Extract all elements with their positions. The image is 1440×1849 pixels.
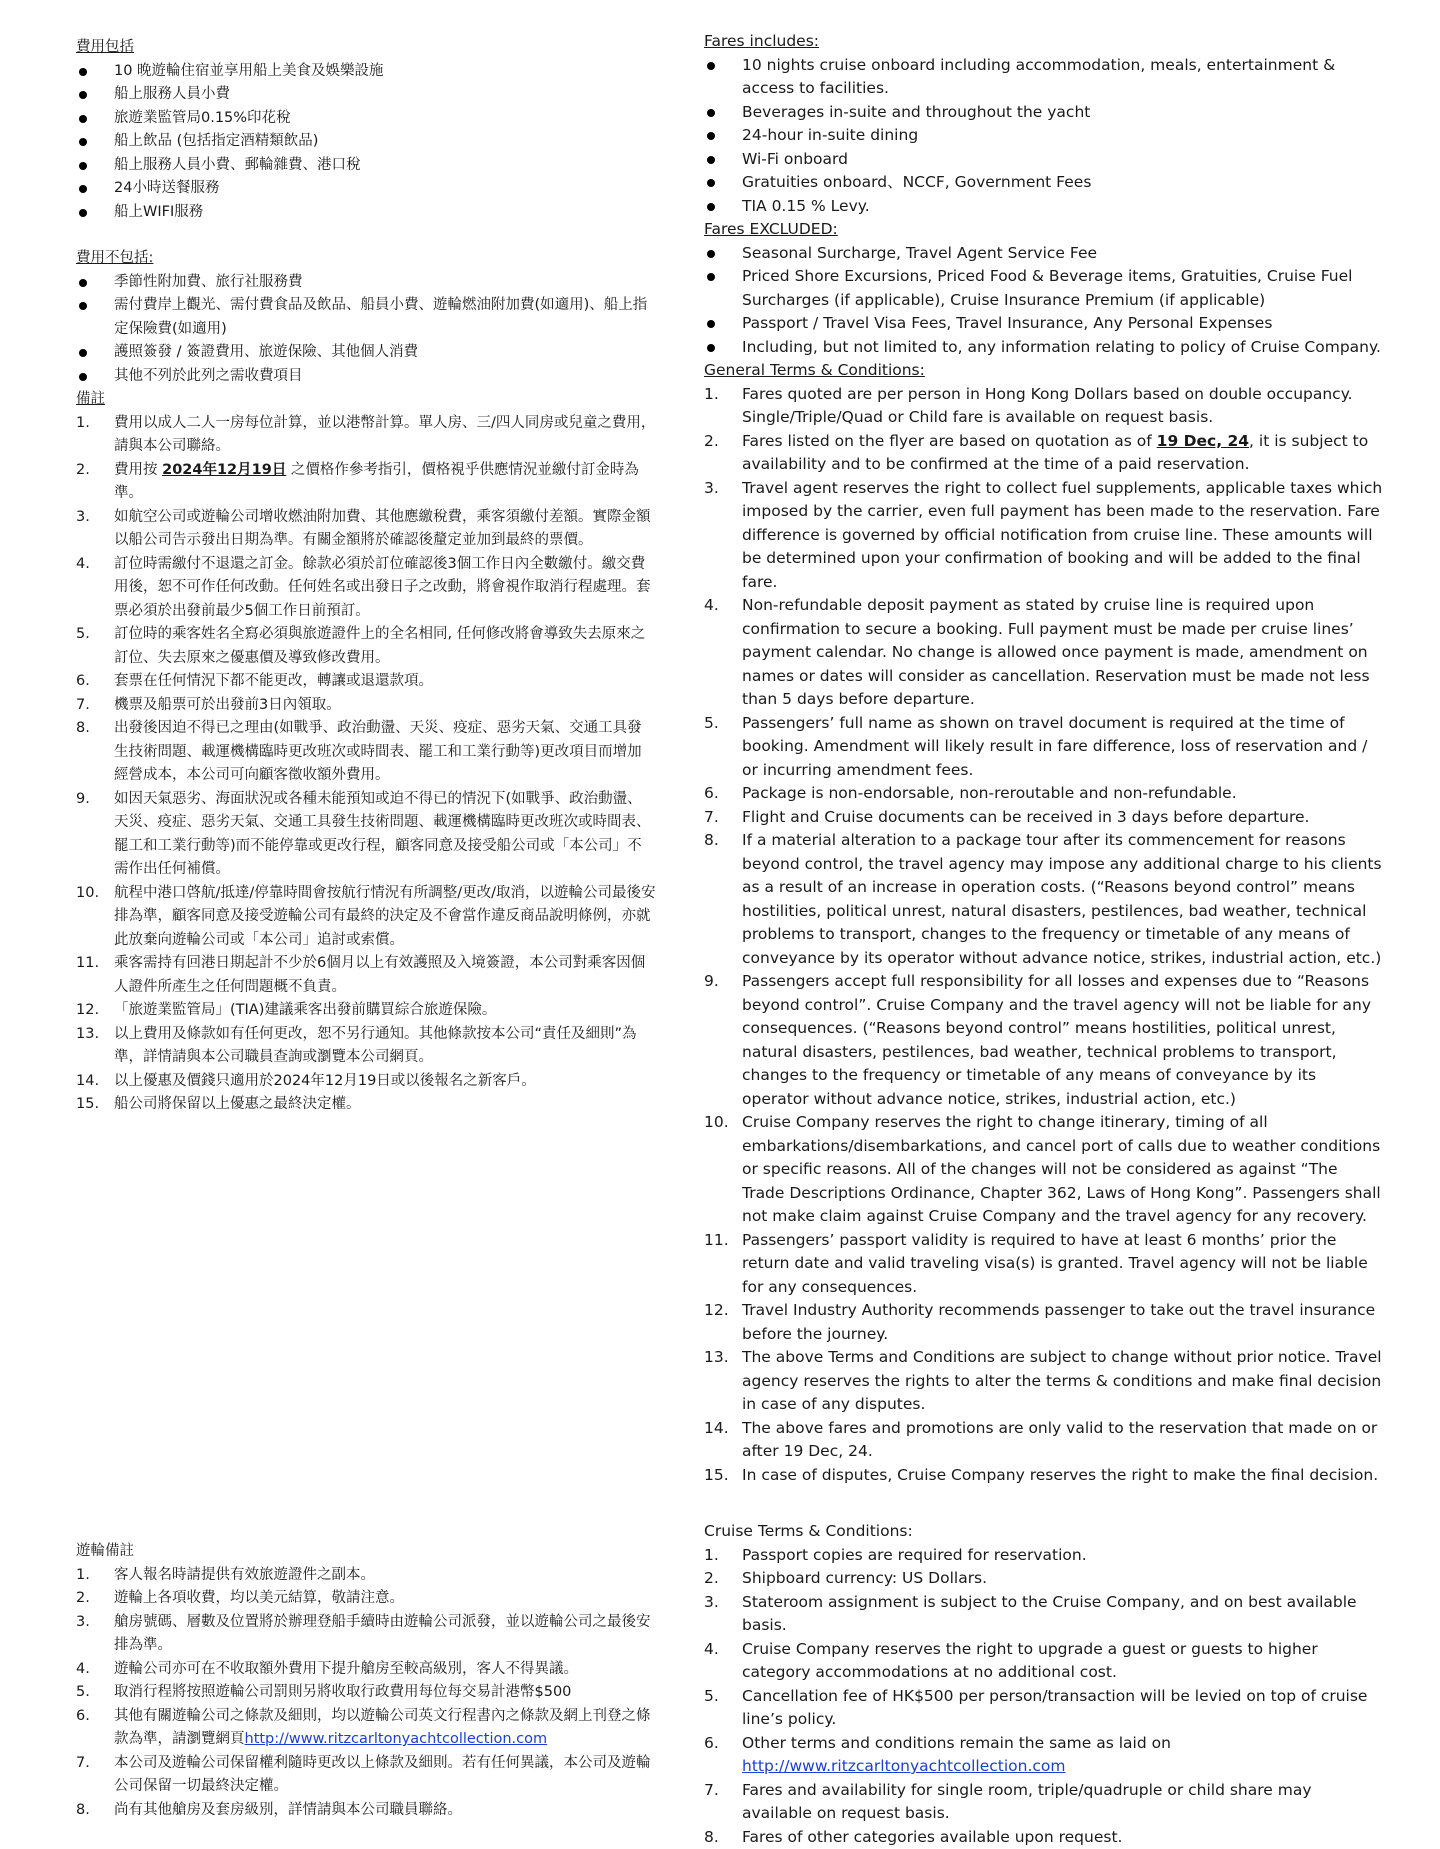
en-terms-list xyxy=(704,383,1384,1488)
item-number: 6. xyxy=(704,1732,742,1779)
item-number: 12. xyxy=(704,1299,742,1346)
website-link[interactable]: http://www.ritzcarltonyachtcollection.com xyxy=(742,1757,1066,1775)
zh-remarks-heading: 備註 xyxy=(76,388,656,412)
item-text: 尚有其他艙房及套房級別，詳情請與本公司職員聯絡。 xyxy=(114,1799,656,1823)
bullet-item: 船上服務人員小費、郵輪雜費、港口稅 xyxy=(76,154,656,178)
numbered-item xyxy=(76,1023,656,1070)
item-text: The above Terms and Conditions are subject to change without prior notice. Travel agency reserves the rights to alter the terms & conditions and make final decision in case of any disputes. xyxy=(742,1346,1384,1417)
item-text: Passengers accept full responsibility for all losses and expenses due to “Reasons beyond control”. Cruise Company and the travel agency will not be liable for any consequences. (“Reasons beyond control” means hostilities, political unrest, natural disasters, pestilences, bad weather, technical problems to transport, changes to the frequency or timetable of any means of conveyance by its operator without advance notice, strikes, industrial action, etc.) xyxy=(742,970,1384,1111)
numbered-item xyxy=(76,623,656,670)
item-number: 8. xyxy=(76,717,114,788)
bullet-item: Priced Shore Excursions, Priced Food & Beverage items, Gratuities, Cruise Fuel Surcharges (if applicable), Cruise Insurance Premium (if applicable) xyxy=(704,265,1384,312)
numbered-item xyxy=(704,1229,1384,1300)
item-number: 14. xyxy=(76,1070,114,1094)
numbered-item xyxy=(76,553,656,624)
item-number: 6. xyxy=(76,670,114,694)
item-number: 3. xyxy=(704,1591,742,1638)
item-text: 客人報名時請提供有效旅遊證件之副本。 xyxy=(114,1564,656,1588)
item-text: Fares and availability for single room, triple/quadruple or child share may available on request basis. xyxy=(742,1779,1384,1826)
bullet-item: 24小時送餐服務 xyxy=(76,177,656,201)
numbered-item xyxy=(76,717,656,788)
zh-terms-column xyxy=(76,36,656,1117)
item-text: 本公司及遊輪公司保留權利隨時更改以上條款及細則。若有任何異議，本公司及遊輪公司保留一切最終決定權。 xyxy=(114,1752,656,1799)
item-text: 遊輪上各項收費，均以美元結算，敬請注意。 xyxy=(114,1587,656,1611)
item-number: 1. xyxy=(76,1564,114,1588)
item-number: 10. xyxy=(76,882,114,953)
item-text: 出發後因迫不得已之理由(如戰爭、政治動盪、天災、疫症、惡劣天氣、交通工具發生技術問題、載運機構臨時更改班次或時間表、罷工和工業行動等)更改項目而增加經營成本，本公司可向顧客徵收額外費用。 xyxy=(114,717,656,788)
numbered-item xyxy=(76,412,656,459)
item-text: 費用以成人二人一房每位計算，並以港幣計算。單人房、三/四人同房或兒童之費用，請與本公司聯絡。 xyxy=(114,412,656,459)
item-text: Fares of other categories available upon request. xyxy=(742,1826,1384,1849)
numbered-item xyxy=(704,1544,1384,1568)
item-number: 12. xyxy=(76,999,114,1023)
reference-date: 2024年12月19日 xyxy=(162,462,286,478)
zh-cruise-heading: 遊輪備註 xyxy=(76,1540,656,1564)
item-text: Flight and Cruise documents can be received in 3 days before departure. xyxy=(742,806,1384,830)
numbered-item xyxy=(76,506,656,553)
item-text: Non-refundable deposit payment as stated by cruise line is required upon confirmation to secure a booking. Full payment must be made per cruise lines’ payment calendar. No change is allowed once payment is made, amendment on names or dates will consider as cancellation. Reservation must be made not less than 5 days before departure. xyxy=(742,594,1384,712)
numbered-item xyxy=(704,430,1384,477)
item-number: 6. xyxy=(704,782,742,806)
numbered-item xyxy=(704,1826,1384,1849)
bullet-item: 10 晚遊輪住宿並享用船上美食及娛樂設施 xyxy=(76,60,656,84)
item-number: 5. xyxy=(76,1681,114,1705)
item-text: 訂位時需繳付不退還之訂金。餘款必須於訂位確認後3個工作日內全數繳付。繳交費用後，恕不可作任何改動。任何姓名或出發日子之改動，將會視作取消行程處理。套票必須於出發前最少5個工作日前預訂。 xyxy=(114,553,656,624)
item-text: 取消行程將按照遊輪公司罰則另將收取行政費用每位每交易計港幣$500 xyxy=(114,1681,656,1705)
item-number: 4. xyxy=(76,1658,114,1682)
bullet-item: 24-hour in-suite dining xyxy=(704,124,1384,148)
zh-excludes-heading: 費用不包括: xyxy=(76,247,656,271)
item-text: Passport copies are required for reservation. xyxy=(742,1544,1384,1568)
item-number: 4. xyxy=(704,1638,742,1685)
bullet-item: 需付費岸上觀光、需付費食品及飲品、船員小費、遊輪燃油附加費(如適用)、船上指定保險費(如適用) xyxy=(76,294,656,341)
numbered-item xyxy=(76,1658,656,1682)
item-text: Stateroom assignment is subject to the Cruise Company, and on best available basis. xyxy=(742,1591,1384,1638)
item-number: 7. xyxy=(76,694,114,718)
item-number: 2. xyxy=(76,459,114,506)
numbered-item xyxy=(704,1567,1384,1591)
item-number: 8. xyxy=(704,829,742,970)
item-text: 訂位時的乘客姓名全寫必須與旅遊證件上的全名相同, 任何修改將會導致失去原來之訂位、失去原來之優惠價及導致修改費用。 xyxy=(114,623,656,670)
item-number: 3. xyxy=(76,1611,114,1658)
numbered-item xyxy=(76,694,656,718)
numbered-item xyxy=(704,1417,1384,1464)
numbered-item xyxy=(704,1299,1384,1346)
item-text xyxy=(114,459,656,506)
numbered-item xyxy=(704,1638,1384,1685)
numbered-item xyxy=(704,806,1384,830)
item-text: Cruise Company reserves the right to upgrade a guest or guests to higher category accommodations at no additional cost. xyxy=(742,1638,1384,1685)
item-text: Passengers’ full name as shown on travel document is required at the time of booking. Amendment will likely result in fare difference, loss of reservation and / or incurring amendment fees. xyxy=(742,712,1384,783)
numbered-item xyxy=(704,1346,1384,1417)
zh-includes-list xyxy=(76,60,656,225)
item-text-part: , it is subject to availability and to be confirmed at the time of a paid reservation. xyxy=(742,432,1368,474)
item-text: 船公司將保留以上優惠之最終決定權。 xyxy=(114,1093,656,1117)
item-text: Cancellation fee of HK$500 per person/transaction will be levied on top of cruise line’s policy. xyxy=(742,1685,1384,1732)
numbered-item xyxy=(76,1587,656,1611)
zh-remarks-list xyxy=(76,412,656,1117)
item-text-part: 其他有關遊輪公司之條款及細則，均以遊輪公司英文行程書內之條款及網上刊登之條款為準，請瀏覽網頁 xyxy=(114,1708,651,1748)
item-text: 乘客需持有回港日期起計不少於6個月以上有效護照及入境簽證，本公司對乘客因個人證件所產生之任何問題概不負責。 xyxy=(114,952,656,999)
item-number: 11. xyxy=(76,952,114,999)
bullet-item: Beverages in-suite and throughout the yacht xyxy=(704,101,1384,125)
bullet-item: 其他不列於此列之需收費項目 xyxy=(76,365,656,389)
website-link[interactable]: http://www.ritzcarltonyachtcollection.com xyxy=(245,1731,548,1747)
item-number: 15. xyxy=(704,1464,742,1488)
item-number: 4. xyxy=(76,553,114,624)
numbered-item xyxy=(76,1752,656,1799)
item-text-part: Other terms and conditions remain the same as laid on xyxy=(742,1734,1171,1752)
en-terms-column xyxy=(704,30,1384,1487)
reference-date: 19 Dec, 24 xyxy=(1157,432,1249,450)
item-number: 5. xyxy=(704,712,742,783)
item-number: 6. xyxy=(76,1705,114,1752)
numbered-item xyxy=(704,829,1384,970)
en-terms-heading: General Terms & Conditions: xyxy=(704,359,1384,383)
item-text-part: 費用按 xyxy=(114,462,162,478)
numbered-item xyxy=(704,970,1384,1111)
en-excludes-heading: Fares EXCLUDED: xyxy=(704,218,1384,242)
numbered-item xyxy=(76,1093,656,1117)
numbered-item xyxy=(704,383,1384,430)
en-cruise-column xyxy=(704,1520,1384,1849)
bullet-item: TIA 0.15 % Levy. xyxy=(704,195,1384,219)
item-text xyxy=(114,1705,656,1752)
item-number: 4. xyxy=(704,594,742,712)
item-text-part: 之價格作參考指引，價格視乎供應情況並繳付訂金時為準。 xyxy=(114,462,639,502)
item-number: 1. xyxy=(76,412,114,459)
item-text xyxy=(742,430,1384,477)
item-text: 「旅遊業監管局」(TIA)建議乘客出發前購買綜合旅遊保險。 xyxy=(114,999,656,1023)
numbered-item xyxy=(704,1464,1384,1488)
item-text: Fares quoted are per person in Hong Kong Dollars based on double occupancy. Single/Triple/Quad or Child fare is available on request basis. xyxy=(742,383,1384,430)
item-number: 8. xyxy=(704,1826,742,1849)
numbered-item xyxy=(704,1685,1384,1732)
item-text: If a material alteration to a package tour after its commencement for reasons beyond control, the travel agency may impose any additional charge to his clients as a result of an increase in operation costs. (“Reasons beyond control” means hostilities, political unrest, natural disasters, pestilences, bad weather, technical problems to transport, changes to the frequency or timetable of any means of conveyance by its operator without advance notice, strikes, industrial action, etc.) xyxy=(742,829,1384,970)
item-text: 遊輪公司亦可在不收取額外費用下提升艙房至較高級別，客人不得異議。 xyxy=(114,1658,656,1682)
item-text: In case of disputes, Cruise Company reserves the right to make the final decision. xyxy=(742,1464,1384,1488)
item-number: 9. xyxy=(76,788,114,882)
item-number: 2. xyxy=(704,1567,742,1591)
item-text: Package is non-endorsable, non-reroutable and non-refundable. xyxy=(742,782,1384,806)
item-number: 2. xyxy=(704,430,742,477)
numbered-item xyxy=(76,882,656,953)
numbered-item xyxy=(76,999,656,1023)
item-text: Passengers’ passport validity is required to have at least 6 months’ prior the return date and valid traveling visa(s) is granted. Travel agency will not be liable for any consequences. xyxy=(742,1229,1384,1300)
item-number: 14. xyxy=(704,1417,742,1464)
numbered-item xyxy=(704,1111,1384,1229)
numbered-item xyxy=(704,477,1384,595)
bullet-item: 10 nights cruise onboard including accommodation, meals, entertainment & access to facilities. xyxy=(704,54,1384,101)
zh-includes-heading: 費用包括 xyxy=(76,36,656,60)
item-text: 以上費用及條款如有任何更改，恕不另行通知。其他條款按本公司“責任及細則”為準，詳情請與本公司職員查詢或瀏覽本公司網頁。 xyxy=(114,1023,656,1070)
en-excludes-list xyxy=(704,242,1384,360)
numbered-item xyxy=(76,1611,656,1658)
zh-cruise-list xyxy=(76,1564,656,1823)
item-number: 3. xyxy=(704,477,742,595)
numbered-item xyxy=(76,1799,656,1823)
item-text: 如航空公司或遊輪公司增收燃油附加費、其他應繳稅費，乘客須繳付差額。實際金額以船公司告示發出日期為準。有關金額將於確認後釐定並加到最終的票價。 xyxy=(114,506,656,553)
numbered-item xyxy=(704,1732,1384,1779)
bullet-item: Passport / Travel Visa Fees, Travel Insurance, Any Personal Expenses xyxy=(704,312,1384,336)
item-text: 艙房號碼、層數及位置將於辦理登船手續時由遊輪公司派發，並以遊輪公司之最後安排為準。 xyxy=(114,1611,656,1658)
bullet-item: Gratuities onboard、NCCF, Government Fees xyxy=(704,171,1384,195)
item-number: 5. xyxy=(704,1685,742,1732)
item-number: 8. xyxy=(76,1799,114,1823)
bullet-item: 旅遊業監管局0.15%印花稅 xyxy=(76,107,656,131)
item-text: Shipboard currency: US Dollars. xyxy=(742,1567,1384,1591)
item-number: 11. xyxy=(704,1229,742,1300)
numbered-item xyxy=(76,1681,656,1705)
item-text: 如因天氣惡劣、海面狀況或各種未能預知或迫不得已的情況下(如戰爭、政治動盪、天災、疫症、惡劣天氣、交通工具發生技術問題、載運機構臨時更改班次或時間表、罷工和工業行動等)而不能停靠或更改行程，顧客同意及接受船公司或「本公司」不需作出任何補償。 xyxy=(114,788,656,882)
en-includes-list xyxy=(704,54,1384,219)
item-text: 以上優惠及價錢只適用於2024年12月19日或以後報名之新客戶。 xyxy=(114,1070,656,1094)
numbered-item xyxy=(704,1779,1384,1826)
en-cruise-heading: Cruise Terms & Conditions: xyxy=(704,1520,1384,1544)
item-text xyxy=(742,1732,1384,1779)
bullet-item: 船上服務人員小費 xyxy=(76,83,656,107)
item-number: 7. xyxy=(704,806,742,830)
item-text: Travel agent reserves the right to collect fuel supplements, applicable taxes which imposed by the carrier, even full payment has been made to the reservation. Fare difference is governed by official notification from cruise line. These amounts will be determined upon your confirmation of booking and will be added to the final fare. xyxy=(742,477,1384,595)
item-text: Cruise Company reserves the right to change itinerary, timing of all embarkations/disembarkations, and cancel port of calls due to weather conditions or specific reasons. All of the changes will not be considered as against “The Trade Descriptions Ordinance, Chapter 362, Laws of Hong Kong”. Passengers shall not make claim against Cruise Company and the travel agency for any recovery. xyxy=(742,1111,1384,1229)
bullet-item: 護照簽發 / 簽證費用、旅遊保險、其他個人消費 xyxy=(76,341,656,365)
item-text: 航程中港口啓航/抵達/停靠時間會按航行情況有所調整/更改/取消，以遊輪公司最後安排為準，顧客同意及接受遊輪公司有最終的決定及不會當作違反商品說明條例，亦就此放棄向遊輪公司或「本公司」追討或索償。 xyxy=(114,882,656,953)
item-number: 15. xyxy=(76,1093,114,1117)
item-text: Travel Industry Authority recommends passenger to take out the travel insurance before the journey. xyxy=(742,1299,1384,1346)
item-number: 7. xyxy=(76,1752,114,1799)
numbered-item xyxy=(76,1705,656,1752)
item-text: The above fares and promotions are only valid to the reservation that made on or after 19 Dec, 24. xyxy=(742,1417,1384,1464)
numbered-item xyxy=(76,952,656,999)
numbered-item xyxy=(76,1564,656,1588)
bullet-item: 船上WIFI服務 xyxy=(76,201,656,225)
numbered-item xyxy=(76,788,656,882)
bullet-item: Wi-Fi onboard xyxy=(704,148,1384,172)
item-number: 1. xyxy=(704,383,742,430)
item-number: 13. xyxy=(76,1023,114,1070)
bullet-item: 季節性附加費、旅行社服務費 xyxy=(76,271,656,295)
item-number: 13. xyxy=(704,1346,742,1417)
numbered-item xyxy=(704,594,1384,712)
numbered-item xyxy=(704,1591,1384,1638)
numbered-item xyxy=(76,670,656,694)
item-number: 9. xyxy=(704,970,742,1111)
numbered-item xyxy=(76,459,656,506)
numbered-item xyxy=(704,712,1384,783)
item-number: 10. xyxy=(704,1111,742,1229)
numbered-item xyxy=(76,1070,656,1094)
item-number: 5. xyxy=(76,623,114,670)
item-text-part: Fares listed on the flyer are based on quotation as of xyxy=(742,432,1157,450)
item-text: 套票在任何情況下都不能更改，轉讓或退還款項。 xyxy=(114,670,656,694)
numbered-item xyxy=(704,782,1384,806)
bullet-item: Including, but not limited to, any information relating to policy of Cruise Company. xyxy=(704,336,1384,360)
en-includes-heading: Fares includes: xyxy=(704,30,1384,54)
item-number: 1. xyxy=(704,1544,742,1568)
en-cruise-list xyxy=(704,1544,1384,1849)
item-number: 3. xyxy=(76,506,114,553)
bullet-item: Seasonal Surcharge, Travel Agent Service Fee xyxy=(704,242,1384,266)
zh-excludes-list xyxy=(76,271,656,389)
zh-cruise-column xyxy=(76,1540,656,1822)
item-text: 機票及船票可於出發前3日內領取。 xyxy=(114,694,656,718)
item-number: 7. xyxy=(704,1779,742,1826)
item-number: 2. xyxy=(76,1587,114,1611)
bullet-item: 船上飲品 (包括指定酒精類飲品) xyxy=(76,130,656,154)
